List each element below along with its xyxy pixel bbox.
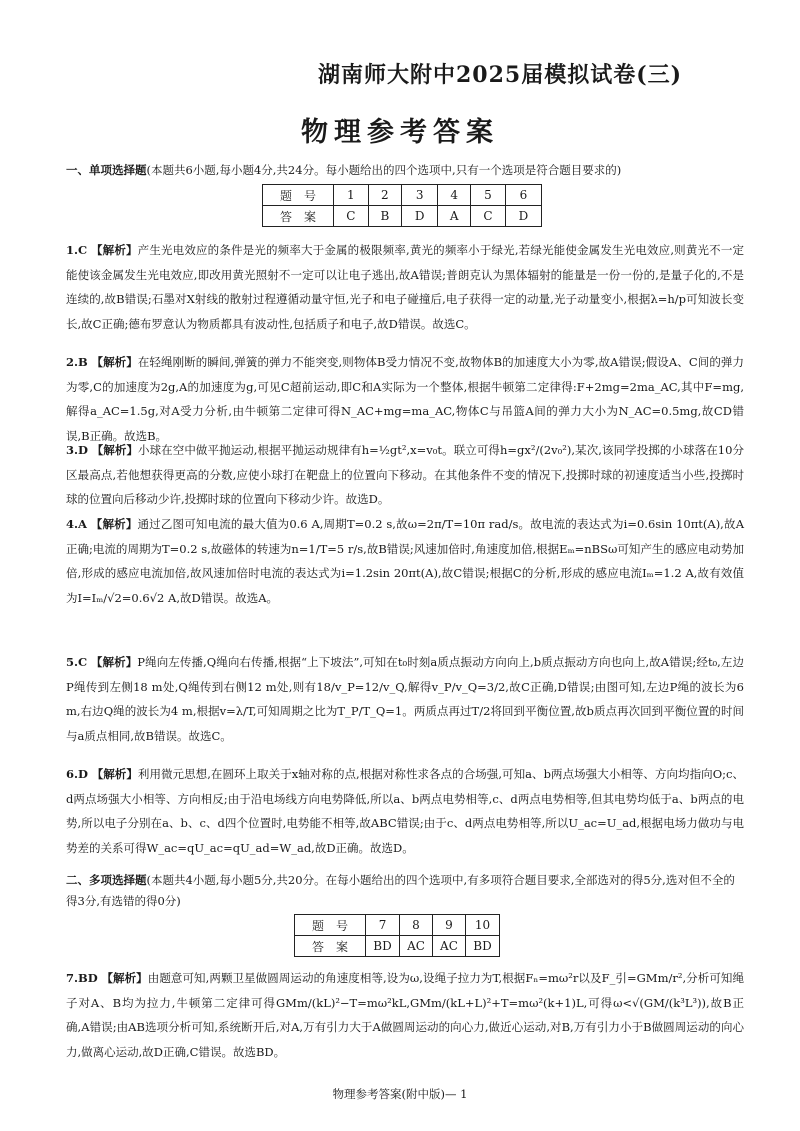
question-4 xyxy=(66,512,744,610)
question-number: 7.BD xyxy=(66,971,98,985)
page-footer: 物理参考答案(附中版)— 1 xyxy=(332,1087,468,1101)
table-cell: 4 xyxy=(438,185,471,206)
table-cell: D xyxy=(402,206,438,227)
table-cell: BD xyxy=(366,936,400,957)
question-text: 产生光电效应的条件是光的频率大于金属的极限频率,黄光的频率小于绿光,若绿光能使金属发生光电效应,则黄光不一定能使该金属发生光电效应,即改用黄光照射不一定可以让电子逃出,故A错误;普朗克认为黑体辐射的能量是一份一份的,是量子化的,不是连续的,故B错误;石墨对X射线的散射过程遵循动量守恒,光子和电子碰撞后,电子获得一定的动量,光子动量变小,根据λ=h/p可知波长变长,故C正确;德布罗意认为物质都具有波动性,包括质子和电子,故D错误。故选C。 xyxy=(66,243,744,331)
question-text: 小球在空中做平抛运动,根据平抛运动规律有h=½gt²,x=v₀t。联立可得h=gx²/(2v₀²),某次,该同学投掷的小球落在10分区最高点,若他想获得更高的分数,应使小球打在靶盘上的位置向下移动。在其他条件不变的情况下,投掷时球的初速度适当小些,投掷时球的位置向后移动少许,投掷时球的位置向下移动少许。故选D。 xyxy=(66,443,744,506)
section1-answer-table xyxy=(262,184,542,227)
table-cell: B xyxy=(368,206,401,227)
analysis-tag: 【解析】 xyxy=(91,355,138,369)
question-text: 在轻绳刚断的瞬间,弹簧的弹力不能突变,则物体B受力情况不变,故物体B的加速度大小为零,故A错误;假设A、C间的弹力为零,C的加速度为2g,A的加速度为g,可见C超前运动,即C和A实际为一个整体,根据牛顿第二定律得:F+2mg=2ma_AC,其中F=mg,解得a_AC=1.5g,对A受力分析,由牛顿第二定律可得N_AC+mg=ma_AC,物体C与吊篮A间的弹力大小为N_AC=0.5mg,故CD错误,B正确。故选B。 xyxy=(66,355,745,443)
section2-answer-table xyxy=(294,914,500,957)
question-number: 3.D xyxy=(66,443,88,457)
question-6 xyxy=(66,762,744,860)
question-number: 4.A xyxy=(66,517,87,531)
table-cell: BD xyxy=(465,936,499,957)
question-2 xyxy=(66,350,744,448)
table-row xyxy=(263,206,542,227)
table-cell: 9 xyxy=(432,915,465,936)
analysis-tag: 【解析】 xyxy=(90,517,138,531)
question-3 xyxy=(66,438,744,512)
table-cell: AC xyxy=(400,936,433,957)
section1-heading xyxy=(66,160,746,181)
table-cell: 1 xyxy=(334,185,369,206)
table-cell: 2 xyxy=(368,185,401,206)
analysis-tag: 【解析】 xyxy=(91,443,139,457)
analysis-tag: 【解析】 xyxy=(91,243,138,257)
table-cell: 8 xyxy=(400,915,433,936)
section2-title: 二、多项选择题 xyxy=(66,873,147,887)
table-row xyxy=(295,915,500,936)
table-cell: A xyxy=(438,206,471,227)
question-text: P绳向左传播,Q绳向右传播,根据“上下坡法”,可知在t₀时刻a质点振动方向向上,b质点振动方向也向上,故A错误;经t₀,左边P绳传到左侧18 m处,Q绳传到右侧12 m处,则有18/v_P=12/v_Q,解得v_P/v_Q=3/2,故C正确,D错误;由图可知,左边P绳的波长为6 m,右边Q绳的波长为4 m,根据v=λ/T,可知周期之比为T_P/T_Q=1。两质点再过T/2将回到平衡位置,故b质点再次回到平衡位置的时间与a质点相同,故B错误。故选C。 xyxy=(66,655,745,743)
table-cell: 10 xyxy=(465,915,499,936)
table-cell: 5 xyxy=(471,185,506,206)
section2-desc: (本题共4小题,每小题5分,共20分。在每小题给出的四个选项中,有多项符合题目要求,全部选对的得5分,选对但不全的得3分,有选错的得0分) xyxy=(66,873,735,908)
question-text: 利用微元思想,在圆环上取关于x轴对称的点,根据对称性求各点的合场强,可知a、b两点场强大小相等、方向均指向O;c、d两点场强大小相等、方向相反;由于沿电场线方向电势降低,所以a、b两点电势相等,c、d两点电势相等,但其电势均低于a、b两点的电势,所以电子分别在a、b、c、d四个位置时,电势能不相等,故ABC错误;由于c、d两点电势相等,所以U_ac=U_ad,根据电场力做功与电势差的关系可得W_ac=qU_ac=qU_ad=W_ad,故D正确。故选D。 xyxy=(66,767,745,855)
question-number: 6.D xyxy=(66,767,88,781)
section1-title: 一、单项选择题 xyxy=(66,163,147,177)
question-number: 2.B xyxy=(66,355,88,369)
question-number: 5.C xyxy=(66,655,88,669)
table-row xyxy=(263,185,542,206)
table-cell: 题 号 xyxy=(263,185,334,206)
question-5 xyxy=(66,650,744,748)
section2-heading xyxy=(66,870,746,912)
analysis-tag: 【解析】 xyxy=(90,655,138,669)
question-1 xyxy=(66,238,744,336)
table-cell: 答 案 xyxy=(295,936,366,957)
question-text: 由题意可知,两颗卫星做圆周运动的角速度相等,设为ω,设绳子拉力为T,根据Fₙ=mω²r以及F_引=GMm/r²,分析可知绳子对A、B均为拉力,牛顿第二定律可得GMm/(kL)²−T=mω²kL,GMm/(kL+L)²+T=mω²(k+1)L,可得ω<√(GM/(k³L³)),故B正确,A错误;由AB选项分析可知,系统断开后,对A,万有引力大于A做圆周运动的向心力,做近心运动,对B,万有引力小于B做圆周运动的向心力,做离心运动,故D正确,C错误。故选BD。 xyxy=(66,971,744,1059)
table-cell: AC xyxy=(432,936,465,957)
table-cell: 答 案 xyxy=(263,206,334,227)
table-cell: C xyxy=(334,206,369,227)
section1-desc: (本题共6小题,每小题4分,共24分。每小题给出的四个选项中,只有一个选项是符合题目要求的) xyxy=(146,163,622,177)
table-cell: 6 xyxy=(505,185,541,206)
table-cell: 3 xyxy=(402,185,438,206)
page-title: 物理参考答案 xyxy=(301,117,499,148)
question-text: 通过乙图可知电流的最大值为0.6 A,周期T=0.2 s,故ω=2π/T=10π rad/s。故电流的表达式为i=0.6sin 10πt(A),故A正确;电流的周期为T=0.2 s,故磁体的转速为n=1/T=5 r/s,故B错误;风速加倍时,角速度加倍,根据Eₘ=nBSω可知产生的感应电动势加倍,形成的感应电流加倍,故风速加倍时电流的表达式为i=1.2sin 20πt(A),故C错误;根据C的分析,形成的感应电流Iₘ=1.2 A,故有效值为I=Iₘ/√2=0.6√2 A,故D错误。故选A。 xyxy=(66,517,745,605)
school-exam-title: 湖南师大附中2025届模拟试卷(三) xyxy=(318,62,683,88)
analysis-tag: 【解析】 xyxy=(91,767,138,781)
table-cell: 7 xyxy=(366,915,400,936)
table-row xyxy=(295,936,500,957)
table-cell: C xyxy=(471,206,506,227)
table-cell: 题 号 xyxy=(295,915,366,936)
table-cell: D xyxy=(505,206,541,227)
question-number: 1.C xyxy=(66,243,88,257)
analysis-tag: 【解析】 xyxy=(101,971,148,985)
question-7 xyxy=(66,966,744,1064)
